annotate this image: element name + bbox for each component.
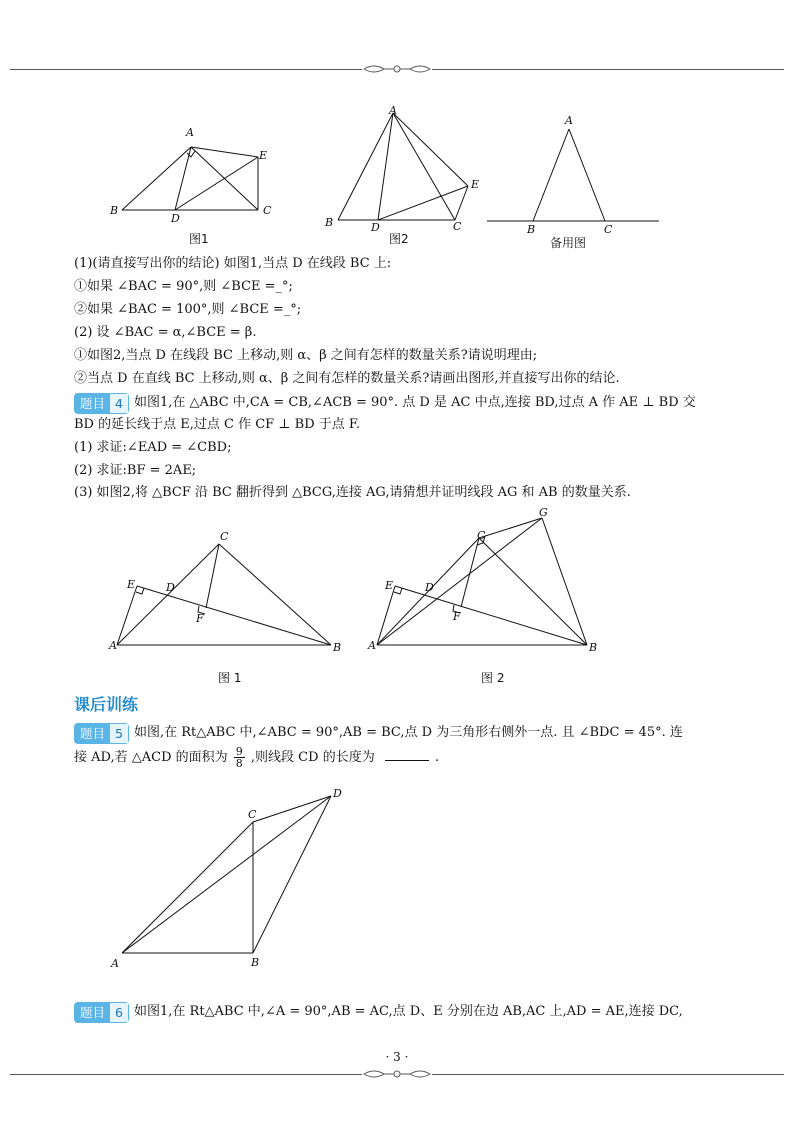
fig1-line-AB	[122, 147, 191, 210]
p4f1-label-C: C	[220, 530, 229, 543]
p4f1-label-B: B	[333, 641, 342, 654]
fig2-line-DE	[378, 186, 468, 220]
fig2-label-E: E	[471, 178, 480, 191]
problem5-frac-num: 9	[235, 745, 243, 758]
problem4-part2: (2) 求证:BF = 2AE;	[74, 463, 197, 478]
header-ornament-icon	[362, 63, 432, 75]
fig2-line-AC	[393, 113, 455, 220]
p4f2-label-G: G	[539, 506, 548, 519]
p4f2-label-D: D	[425, 581, 434, 594]
p4f1-line-AC	[117, 544, 219, 645]
p4f2-line-AG	[377, 518, 542, 645]
p4f1-label-A: A	[109, 639, 117, 652]
p4f1-line-BE	[137, 586, 331, 645]
problem5-tag-num: 5	[110, 724, 128, 743]
p5-label-C: C	[248, 808, 257, 821]
fig3-label-A: A	[565, 114, 573, 127]
fig1-label-C: C	[263, 204, 272, 217]
problem5-tag-label: 题目	[75, 724, 110, 743]
figure-2-top	[320, 100, 490, 235]
p4f1-line-CF	[206, 544, 219, 608]
p5-label-B: B	[251, 956, 260, 969]
problem5-line2-a: 接 AD,若 △ACD 的面积为	[74, 750, 228, 765]
problem4-part1: (1) 求证:∠EAD = ∠CBD;	[74, 440, 232, 455]
problem5-figure	[105, 785, 355, 975]
problem5-line2-end: .	[434, 750, 440, 765]
section-title: 课后训练	[74, 695, 139, 714]
problem4-tag-label: 题目	[75, 394, 110, 413]
p4f2-right-angle-E	[394, 588, 402, 594]
p4f1-right-angle-E	[136, 588, 144, 594]
p4f2-label-C: C	[477, 529, 486, 542]
problem3-part1: (1)(请直接写出你的结论) 如图1,当点 D 在线段 BC 上:	[74, 256, 392, 271]
page-number: · 3 ·	[385, 1050, 409, 1064]
problem5-line1: 如图,在 Rt△ABC 中,∠ABC = 90°,AB = BC,点 D 为三角形右侧外一点. 且 ∠BDC = 45°. 连	[134, 725, 683, 740]
p4f2-line-CG	[479, 518, 542, 538]
fig2-line-AD	[378, 113, 393, 220]
problem4-line1: 如图1,在 △ABC 中,CA = CB,∠ACB = 90°. 点 D 是 AC 中点,连接 BD,过点 A 作 AE ⊥ BD 交	[134, 395, 696, 410]
p5-line-BD	[253, 796, 331, 953]
problem5-line2-b: ,则线段 CD 的长度为	[250, 750, 375, 765]
problem4-tag	[74, 393, 129, 414]
fig1-line-AD	[175, 147, 191, 210]
p4f2-line-CF	[461, 538, 479, 607]
p5-line-CD	[253, 796, 331, 822]
p4f1-label-E: E	[127, 578, 136, 591]
fig2-label-C: C	[453, 220, 462, 233]
problem3-part2: (2) 设 ∠BAC = α,∠BCE = β.	[74, 325, 257, 340]
p4f2-label-E: E	[385, 579, 394, 592]
fig2-line-CE	[455, 186, 468, 220]
problem5-line2	[74, 746, 439, 769]
fig2-top-caption: 图2	[389, 232, 409, 246]
fig1-label-E: E	[259, 149, 268, 162]
p4f1-line-BC	[219, 544, 331, 645]
problem4-tag-num: 4	[110, 394, 128, 413]
fig3-line-AB	[533, 129, 569, 221]
fig1-label-D: D	[171, 212, 180, 225]
problem4-figure-2	[365, 503, 615, 663]
fig2-line-AE	[393, 113, 468, 186]
fig1-line-AE	[191, 147, 258, 157]
fig1-label-A: A	[186, 126, 194, 139]
problem4-line2: BD 的延长线于点 E,过点 C 作 CF ⊥ BD 于点 F.	[74, 417, 361, 432]
problem3-part2-1: ①如图2,当点 D 在线段 BC 上移动,则 α、β 之间有怎样的数量关系?请说明理由;	[74, 348, 538, 363]
fig2-line-AB	[338, 113, 393, 220]
p4f2-label-F: F	[453, 610, 461, 623]
fig1-top-caption: 图1	[189, 232, 209, 246]
fig2-label-D: D	[371, 221, 380, 234]
p4f1-label-F: F	[196, 612, 204, 625]
problem3-part1-2: ②如果 ∠BAC = 100°,则 ∠BCE =_°;	[74, 302, 302, 317]
p5-label-A: A	[111, 957, 119, 970]
p5-line-AC	[122, 822, 253, 953]
figure-1-top	[100, 118, 290, 223]
problem5-answer-blank[interactable]	[385, 748, 429, 761]
fig1-label-B: B	[110, 204, 119, 217]
fig2-label-A: A	[389, 104, 397, 117]
fig3-caption: 备用图	[550, 236, 587, 250]
p4f2-line-BE	[395, 586, 587, 645]
problem4-figure-1	[105, 525, 355, 665]
problem4-part3: (3) 如图2,将 △BCF 沿 BC 翻折得到 △BCG,连接 AG,请猜想并证明线段 AG 和 AB 的数量关系.	[74, 485, 631, 500]
problem3-part1-1: ①如果 ∠BAC = 90°,则 ∠BCE =_°;	[74, 279, 293, 294]
problem5-frac-den: 8	[235, 757, 243, 770]
problem3-part2-2: ②当点 D 在直线 BC 上移动,则 α、β 之间有怎样的数量关系?请画出图形,并直接写出你的结论.	[74, 371, 620, 386]
fig3-label-B: B	[527, 223, 536, 236]
problem6-tag-num: 6	[110, 1003, 128, 1022]
footer-ornament-icon	[362, 1068, 432, 1080]
fig3-label-C: C	[604, 223, 613, 236]
p5-line-AD	[122, 796, 331, 953]
p5-label-D: D	[333, 787, 342, 800]
p4f1-label-D: D	[166, 581, 175, 594]
problem5-tag	[74, 723, 129, 744]
p4f2-label-A: A	[368, 639, 376, 652]
problem4-fig2-caption: 图 2	[481, 671, 505, 685]
problem6-tag-label: 题目	[75, 1003, 110, 1022]
fig1-line-DE	[175, 157, 258, 210]
p4f2-line-BG	[542, 518, 587, 645]
figure-3-spare	[485, 112, 665, 236]
p4f1-line-AE	[117, 586, 137, 645]
problem6-line1: 如图1,在 Rt△ABC 中,∠A = 90°,AB = AC,点 D、E 分别在边 AB,AC 上,AD = AE,连接 DC,	[134, 1004, 683, 1019]
fig2-label-B: B	[325, 216, 334, 229]
fig3-line-AC	[569, 129, 605, 221]
problem4-fig1-caption: 图 1	[218, 671, 242, 685]
problem5-fraction	[234, 746, 245, 769]
p4f2-label-B: B	[589, 641, 598, 654]
problem6-tag	[74, 1002, 129, 1023]
